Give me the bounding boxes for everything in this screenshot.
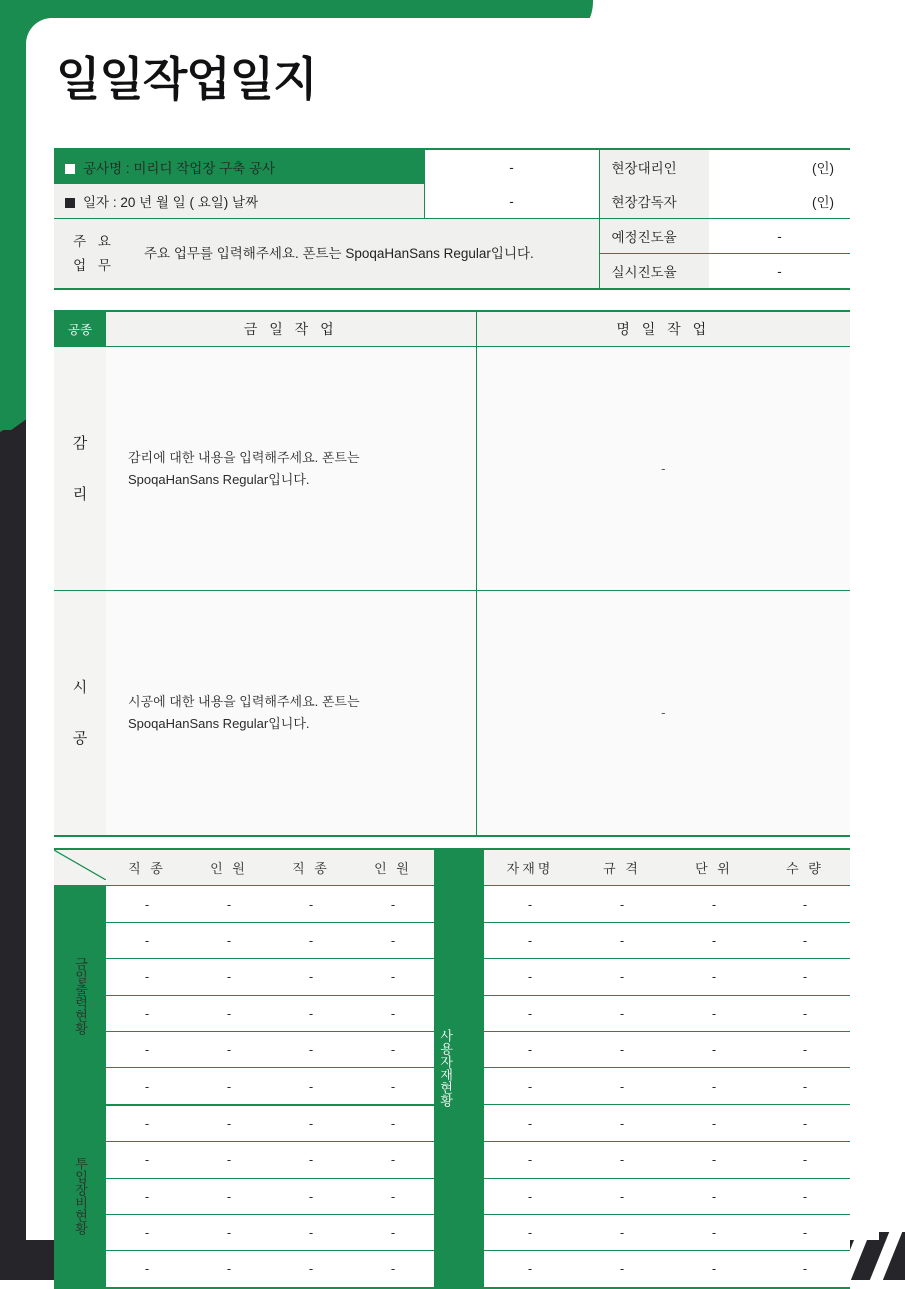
daily-work-table bbox=[54, 310, 850, 837]
resources-left-cell[interactable]: - bbox=[106, 1068, 188, 1105]
resources-left-cell[interactable]: - bbox=[352, 1251, 434, 1287]
project-name-label: 공사명 : 미리디 작업장 구축 공사 bbox=[83, 161, 276, 176]
resources-right-cell[interactable]: - bbox=[760, 1142, 850, 1178]
work-row-construction bbox=[54, 591, 850, 835]
resources-left-cell[interactable]: - bbox=[106, 1214, 188, 1250]
resources-right-cell[interactable]: - bbox=[760, 995, 850, 1031]
resources-right-cell[interactable]: - bbox=[668, 1142, 760, 1178]
resources-left-cell[interactable]: - bbox=[270, 1251, 352, 1287]
site-agent-label: 현장대리인 bbox=[599, 150, 709, 184]
materials-section-label bbox=[434, 850, 484, 1287]
resources-right-cell[interactable]: - bbox=[484, 1214, 576, 1250]
project-name-cell bbox=[54, 150, 424, 184]
resources-right-cell[interactable]: - bbox=[576, 959, 668, 995]
resources-right-cell[interactable]: - bbox=[668, 1178, 760, 1214]
resources-right-cell[interactable]: - bbox=[668, 995, 760, 1031]
resources-left-cell[interactable]: - bbox=[188, 1214, 270, 1250]
work-row-supervision bbox=[54, 347, 850, 591]
resources-right-header-0: 자재명 bbox=[484, 850, 576, 886]
resources-right-header-2: 단 위 bbox=[668, 850, 760, 886]
actual-progress-value[interactable]: - bbox=[709, 254, 850, 289]
resources-header-row bbox=[54, 850, 850, 886]
resources-left-cell[interactable]: - bbox=[352, 1142, 434, 1178]
resources-left-cell[interactable]: - bbox=[270, 1214, 352, 1250]
resources-left-cell[interactable]: - bbox=[188, 922, 270, 958]
resources-table bbox=[54, 848, 850, 1289]
work-header-tomorrow: 명 일 작 업 bbox=[476, 312, 850, 347]
resources-right-cell[interactable]: - bbox=[760, 1105, 850, 1142]
resources-left-cell[interactable]: - bbox=[270, 922, 352, 958]
resources-left-cell[interactable]: - bbox=[106, 1031, 188, 1067]
resources-left-cell[interactable]: - bbox=[188, 886, 270, 922]
resources-right-cell[interactable]: - bbox=[576, 922, 668, 958]
resources-left-cell[interactable]: - bbox=[352, 995, 434, 1031]
resources-left-cell[interactable]: - bbox=[106, 1251, 188, 1287]
date-value[interactable]: - bbox=[424, 184, 599, 219]
materials-section-label-text: 사용자재현황 bbox=[438, 1029, 454, 1108]
resources-right-cell[interactable]: - bbox=[484, 1031, 576, 1067]
labor-section-label-text: 금일출력현황 bbox=[73, 956, 89, 1035]
info-row-project bbox=[54, 150, 850, 184]
resources-right-cell[interactable]: - bbox=[484, 1142, 576, 1178]
resources-right-cell[interactable]: - bbox=[668, 1251, 760, 1287]
square-bullet-icon bbox=[65, 164, 75, 174]
resources-right-cell[interactable]: - bbox=[668, 959, 760, 995]
main-task-body[interactable]: 주요 업무를 입력해주세요. 폰트는 SpoqaHanSans Regular입니다. bbox=[134, 219, 599, 289]
resources-right-header-1: 규 격 bbox=[576, 850, 668, 886]
resources-right-cell[interactable]: - bbox=[668, 1068, 760, 1105]
resources-right-cell[interactable]: - bbox=[760, 1068, 850, 1105]
main-task-label-line1: 주 요 bbox=[73, 233, 115, 249]
main-task-label bbox=[54, 219, 134, 289]
resources-right-cell[interactable]: - bbox=[760, 886, 850, 922]
work-tomorrow-supervision[interactable]: - bbox=[476, 347, 850, 591]
resources-left-cell[interactable]: - bbox=[188, 1068, 270, 1105]
info-row-date bbox=[54, 184, 850, 219]
resources-left-cell[interactable]: - bbox=[270, 1031, 352, 1067]
resources-left-cell[interactable]: - bbox=[352, 1105, 434, 1142]
work-kind-supervision-char2: 리 bbox=[72, 485, 88, 503]
work-kind-construction-char1: 시 bbox=[72, 678, 88, 696]
resources-left-header-2: 직 종 bbox=[270, 850, 352, 886]
resources-right-cell[interactable]: - bbox=[484, 1251, 576, 1287]
info-row-task-1 bbox=[54, 219, 850, 254]
resources-right-cell[interactable]: - bbox=[760, 922, 850, 958]
work-header-kind: 공종 bbox=[54, 312, 106, 347]
resources-right-cell[interactable]: - bbox=[576, 1031, 668, 1067]
actual-progress-label: 실시진도율 bbox=[599, 254, 709, 289]
resources-left-header-3: 인 원 bbox=[352, 850, 434, 886]
resources-left-cell[interactable]: - bbox=[270, 1178, 352, 1214]
resources-left-cell[interactable]: - bbox=[270, 959, 352, 995]
resources-right-cell[interactable]: - bbox=[668, 1214, 760, 1250]
work-kind-supervision-char1: 감 bbox=[72, 434, 88, 452]
project-info-table bbox=[54, 148, 850, 290]
resources-right-cell[interactable]: - bbox=[576, 995, 668, 1031]
equipment-section-label bbox=[54, 1105, 106, 1287]
equipment-section-label-text: 투입장비현황 bbox=[73, 1156, 89, 1235]
resources-left-cell[interactable]: - bbox=[270, 886, 352, 922]
resources-left-cell[interactable]: - bbox=[188, 1178, 270, 1214]
work-kind-construction-char2: 공 bbox=[72, 729, 88, 747]
work-table-header-row bbox=[54, 312, 850, 347]
date-label: 일자 : 20 년 월 일 ( 요일) 날짜 bbox=[83, 195, 259, 210]
resources-left-cell[interactable]: - bbox=[352, 886, 434, 922]
resources-left-cell[interactable]: - bbox=[270, 1068, 352, 1105]
work-today-supervision[interactable]: 감리에 대한 내용을 입력해주세요. 폰트는 SpoqaHanSans Regular입니다. bbox=[106, 347, 476, 591]
resources-right-cell[interactable]: - bbox=[484, 1068, 576, 1105]
resources-left-cell[interactable]: - bbox=[352, 959, 434, 995]
planned-progress-label: 예정진도율 bbox=[599, 219, 709, 254]
resources-right-cell[interactable]: - bbox=[484, 1178, 576, 1214]
resources-left-cell[interactable]: - bbox=[270, 1142, 352, 1178]
resources-right-cell[interactable]: - bbox=[576, 1178, 668, 1214]
resources-left-cell[interactable]: - bbox=[270, 1105, 352, 1142]
resources-right-cell[interactable]: - bbox=[576, 1214, 668, 1250]
resources-right-cell[interactable]: - bbox=[484, 886, 576, 922]
resources-right-cell[interactable]: - bbox=[760, 1178, 850, 1214]
project-value[interactable]: - bbox=[424, 150, 599, 184]
diagonal-line-icon bbox=[54, 850, 106, 880]
resources-right-cell[interactable]: - bbox=[576, 1251, 668, 1287]
site-supervisor-label: 현장감독자 bbox=[599, 184, 709, 219]
work-today-construction[interactable]: 시공에 대한 내용을 입력해주세요. 폰트는 SpoqaHanSans Regular입니다. bbox=[106, 591, 476, 835]
work-header-today: 금 일 작 업 bbox=[106, 312, 476, 347]
page-content bbox=[26, 18, 879, 1277]
resources-left-cell[interactable]: - bbox=[188, 1031, 270, 1067]
resources-left-cell[interactable]: - bbox=[188, 1105, 270, 1142]
resources-right-cell[interactable]: - bbox=[760, 1214, 850, 1250]
resources-right-cell[interactable]: - bbox=[668, 1031, 760, 1067]
resources-left-cell[interactable]: - bbox=[352, 1178, 434, 1214]
resources-left-cell[interactable]: - bbox=[188, 1251, 270, 1287]
work-kind-supervision bbox=[54, 347, 106, 591]
resources-right-cell[interactable]: - bbox=[484, 995, 576, 1031]
resources-right-cell[interactable]: - bbox=[576, 1142, 668, 1178]
resources-left-header-1: 인 원 bbox=[188, 850, 270, 886]
resources-right-cell[interactable]: - bbox=[576, 1068, 668, 1105]
resources-left-cell[interactable]: - bbox=[352, 1214, 434, 1250]
resources-left-cell[interactable]: - bbox=[352, 1031, 434, 1067]
date-cell bbox=[54, 184, 424, 219]
resources-right-cell[interactable]: - bbox=[668, 1105, 760, 1142]
resources-left-cell[interactable]: - bbox=[352, 922, 434, 958]
site-agent-value[interactable]: (인) bbox=[709, 150, 850, 184]
resources-right-cell[interactable]: - bbox=[668, 922, 760, 958]
resources-right-cell[interactable]: - bbox=[484, 922, 576, 958]
work-tomorrow-construction[interactable]: - bbox=[476, 591, 850, 835]
resources-left-cell[interactable]: - bbox=[106, 1178, 188, 1214]
main-task-label-line2: 업 무 bbox=[73, 257, 115, 273]
resources-right-header-3: 수 량 bbox=[760, 850, 850, 886]
resources-left-cell[interactable]: - bbox=[106, 1105, 188, 1142]
resources-right-cell[interactable]: - bbox=[760, 1031, 850, 1067]
resources-left-cell[interactable]: - bbox=[106, 1142, 188, 1178]
square-bullet-icon bbox=[65, 198, 75, 208]
resources-right-cell[interactable]: - bbox=[576, 886, 668, 922]
resources-left-cell[interactable]: - bbox=[106, 959, 188, 995]
resources-left-cell[interactable]: - bbox=[106, 922, 188, 958]
resources-left-cell[interactable]: - bbox=[188, 1142, 270, 1178]
resources-right-cell[interactable]: - bbox=[760, 959, 850, 995]
site-supervisor-value[interactable]: (인) bbox=[709, 184, 850, 219]
resources-left-cell[interactable]: - bbox=[270, 995, 352, 1031]
resources-left-header-0: 직 종 bbox=[106, 850, 188, 886]
corner-diagonal-cell bbox=[54, 850, 106, 886]
resources-left-cell[interactable]: - bbox=[106, 886, 188, 922]
planned-progress-value[interactable]: - bbox=[709, 219, 850, 254]
resources-right-cell[interactable]: - bbox=[484, 1105, 576, 1142]
resources-right-cell[interactable]: - bbox=[760, 1251, 850, 1287]
work-kind-construction bbox=[54, 591, 106, 835]
resources-left-cell[interactable]: - bbox=[188, 995, 270, 1031]
labor-section-label bbox=[54, 886, 106, 1105]
resources-right-cell[interactable]: - bbox=[576, 1105, 668, 1142]
page-title: 일일작업일지 bbox=[56, 53, 317, 105]
resources-right-cell[interactable]: - bbox=[668, 886, 760, 922]
resources-left-cell[interactable]: - bbox=[352, 1068, 434, 1105]
resources-right-cell[interactable]: - bbox=[484, 959, 576, 995]
resources-left-cell[interactable]: - bbox=[106, 995, 188, 1031]
resources-left-cell[interactable]: - bbox=[188, 959, 270, 995]
